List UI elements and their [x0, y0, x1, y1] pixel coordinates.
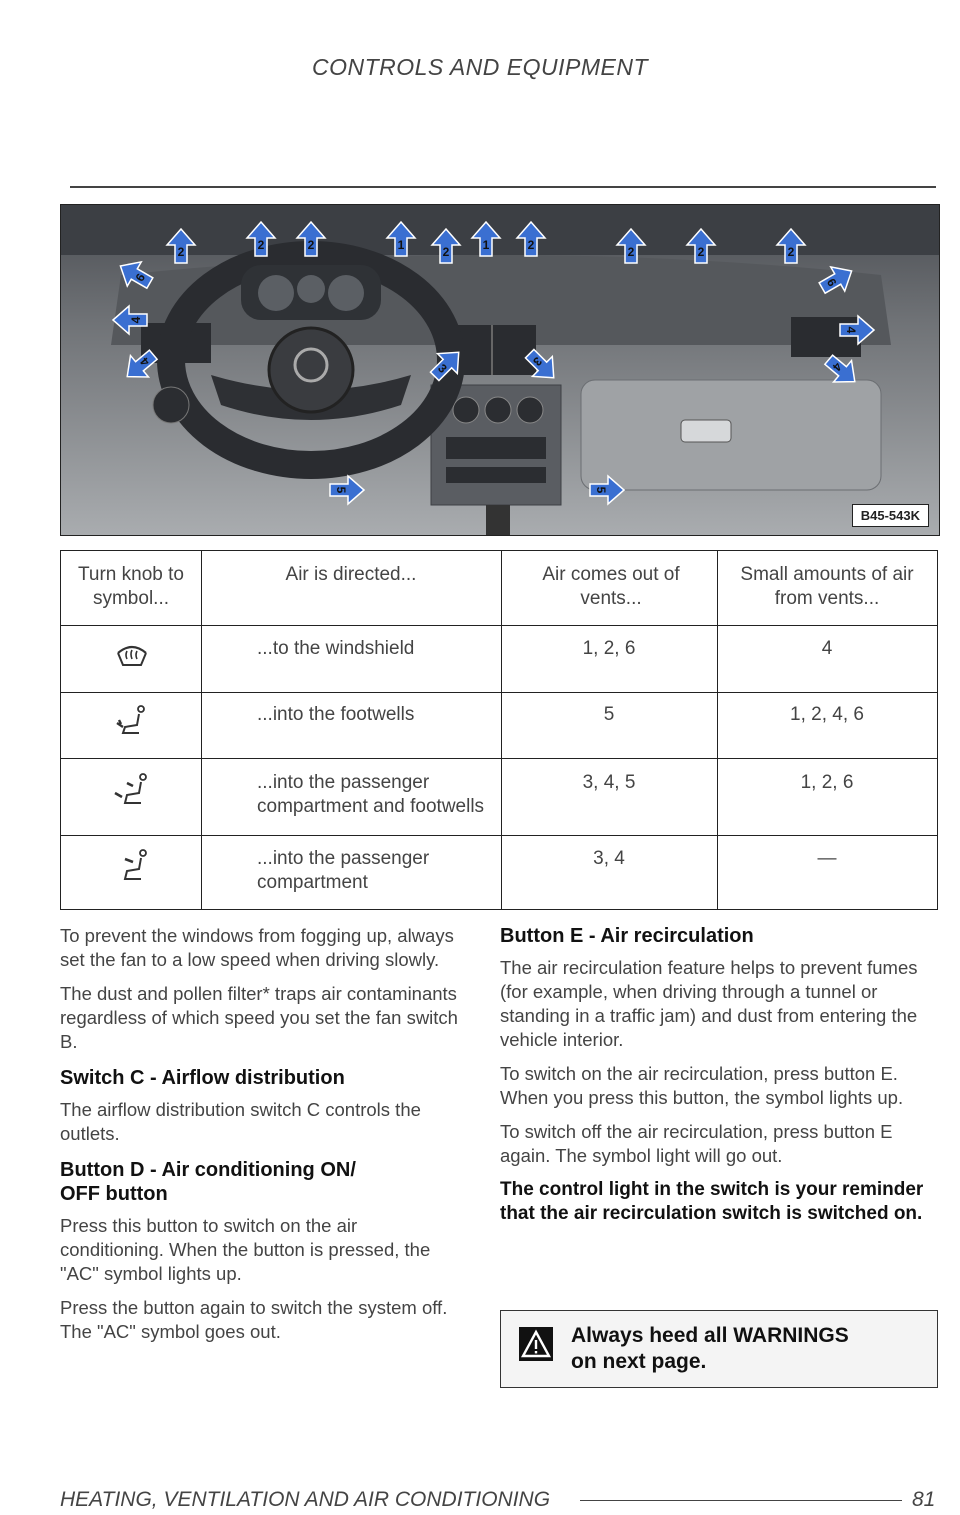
vent-arrow-label: 1: [482, 238, 490, 252]
vent-arrow-label: 4: [137, 354, 153, 369]
footwell-icon: [115, 705, 149, 744]
vent-arrow-label: 2: [627, 245, 635, 259]
col-header-small: Small amounts of air from vents...: [740, 564, 914, 609]
page-footer: [60, 1488, 936, 1512]
warning-text: Always heed all WARNINGS on next page.: [571, 1324, 849, 1373]
row4-small: —: [817, 848, 837, 869]
switch-c-heading: Switch C - Airflow distribution: [60, 1067, 345, 1089]
button-e-paragraph-2: To switch on the air recirculation, press button E. When you press this button, the symbol lights up.: [500, 1063, 904, 1108]
button-d-heading: Button D - Air conditioning ON/ OFF button: [60, 1159, 356, 1205]
vent-arrow-label: 3: [530, 354, 545, 369]
vent-arrow-label: 5: [334, 486, 348, 494]
vent-arrow-label: 2: [442, 245, 450, 259]
button-d-paragraph-1: Press this button to switch on the air conditioning. When the button is pressed, the "AC" symbol lights up.: [60, 1215, 431, 1284]
passenger-footwell-icon: [113, 773, 151, 814]
reminder-paragraph: The control light in the switch is your reminder that the air recirculation switch is switched on.: [500, 1179, 924, 1224]
switch-c-paragraph: The airflow distribution switch C controls the outlets.: [60, 1099, 421, 1144]
vent-arrow-label: 2: [257, 238, 265, 252]
col-header-vents: Air comes out of vents...: [542, 564, 680, 609]
col-header-knob: Turn knob to symbol...: [78, 564, 184, 609]
vent-arrow-label: 2: [697, 245, 705, 259]
page-header: CONTROLS AND EQUIPMENT: [311, 54, 648, 80]
row2-directed: ...into the footwells: [257, 704, 415, 725]
row1-vents: 1, 2, 6: [582, 638, 636, 659]
left-column: [60, 924, 464, 1344]
vent-arrow-label: 6: [132, 271, 149, 284]
row4-vents: 3, 4: [593, 848, 625, 869]
row1-directed: ...to the windshield: [257, 638, 415, 659]
button-e-paragraph-3: To switch off the air recirculation, press button E again. The symbol light will go out.: [500, 1121, 893, 1166]
vent-arrow-label: 4: [829, 359, 845, 374]
figure-code: B45-543K: [852, 504, 929, 527]
button-e-paragraph-1: The air recirculation feature helps to prevent fumes (for example, when driving through a tunnel or standing in a traffic jam) and dust from entering the vehicle interior.: [500, 957, 918, 1050]
row1-small: 4: [821, 638, 833, 659]
vent-arrow-label: 3: [435, 361, 450, 376]
header-rule: [70, 186, 936, 188]
row3-small: 1, 2, 6: [800, 772, 854, 793]
vent-arrow-label: 6: [823, 276, 840, 289]
intro-paragraph: To prevent the windows from fogging up, always set the fan to a low speed when driving slowly.: [60, 925, 454, 970]
row3-vents: 3, 4, 5: [582, 772, 636, 793]
row4-directed: ...into the passenger compartment: [257, 848, 430, 893]
row3-directed: ...into the passenger compartment and footwells: [257, 772, 485, 817]
warning-triangle-icon: [519, 1327, 553, 1366]
warning-box: [500, 1310, 938, 1388]
footer-section: HEATING, VENTILATION AND AIR CONDITIONING: [60, 1488, 551, 1511]
vent-arrow-label: 4: [129, 316, 143, 324]
vent-arrow-label: 2: [787, 245, 795, 259]
row2-vents: 5: [603, 704, 615, 725]
page-number: 81: [912, 1488, 936, 1511]
button-e-heading: Button E - Air recirculation: [500, 925, 754, 947]
dashboard-illustration: [61, 205, 939, 535]
vent-arrow-label: 2: [177, 245, 185, 259]
right-column: [500, 924, 936, 1226]
row2-small: 1, 2, 4, 6: [790, 704, 864, 725]
vent-arrow-label: 2: [527, 238, 535, 252]
button-d-paragraph-2: Press the button again to switch the system off. The "AC" symbol goes out.: [60, 1297, 448, 1342]
col-header-directed: Air is directed...: [285, 564, 417, 585]
vent-table: [60, 550, 938, 910]
dashboard-figure: [60, 204, 940, 536]
dust-filter-paragraph: The dust and pollen filter* traps air contaminants regardless of which speed you set the fan switch B.: [60, 983, 458, 1052]
vent-arrow-label: 5: [594, 486, 608, 494]
passenger-compartment-icon: [113, 849, 151, 890]
vent-arrow-label: 1: [397, 238, 405, 252]
windshield-defrost-icon: [115, 639, 149, 676]
footer-rule: [580, 1500, 902, 1501]
vent-arrow-label: 4: [844, 326, 858, 334]
vent-arrow-label: 2: [307, 238, 315, 252]
